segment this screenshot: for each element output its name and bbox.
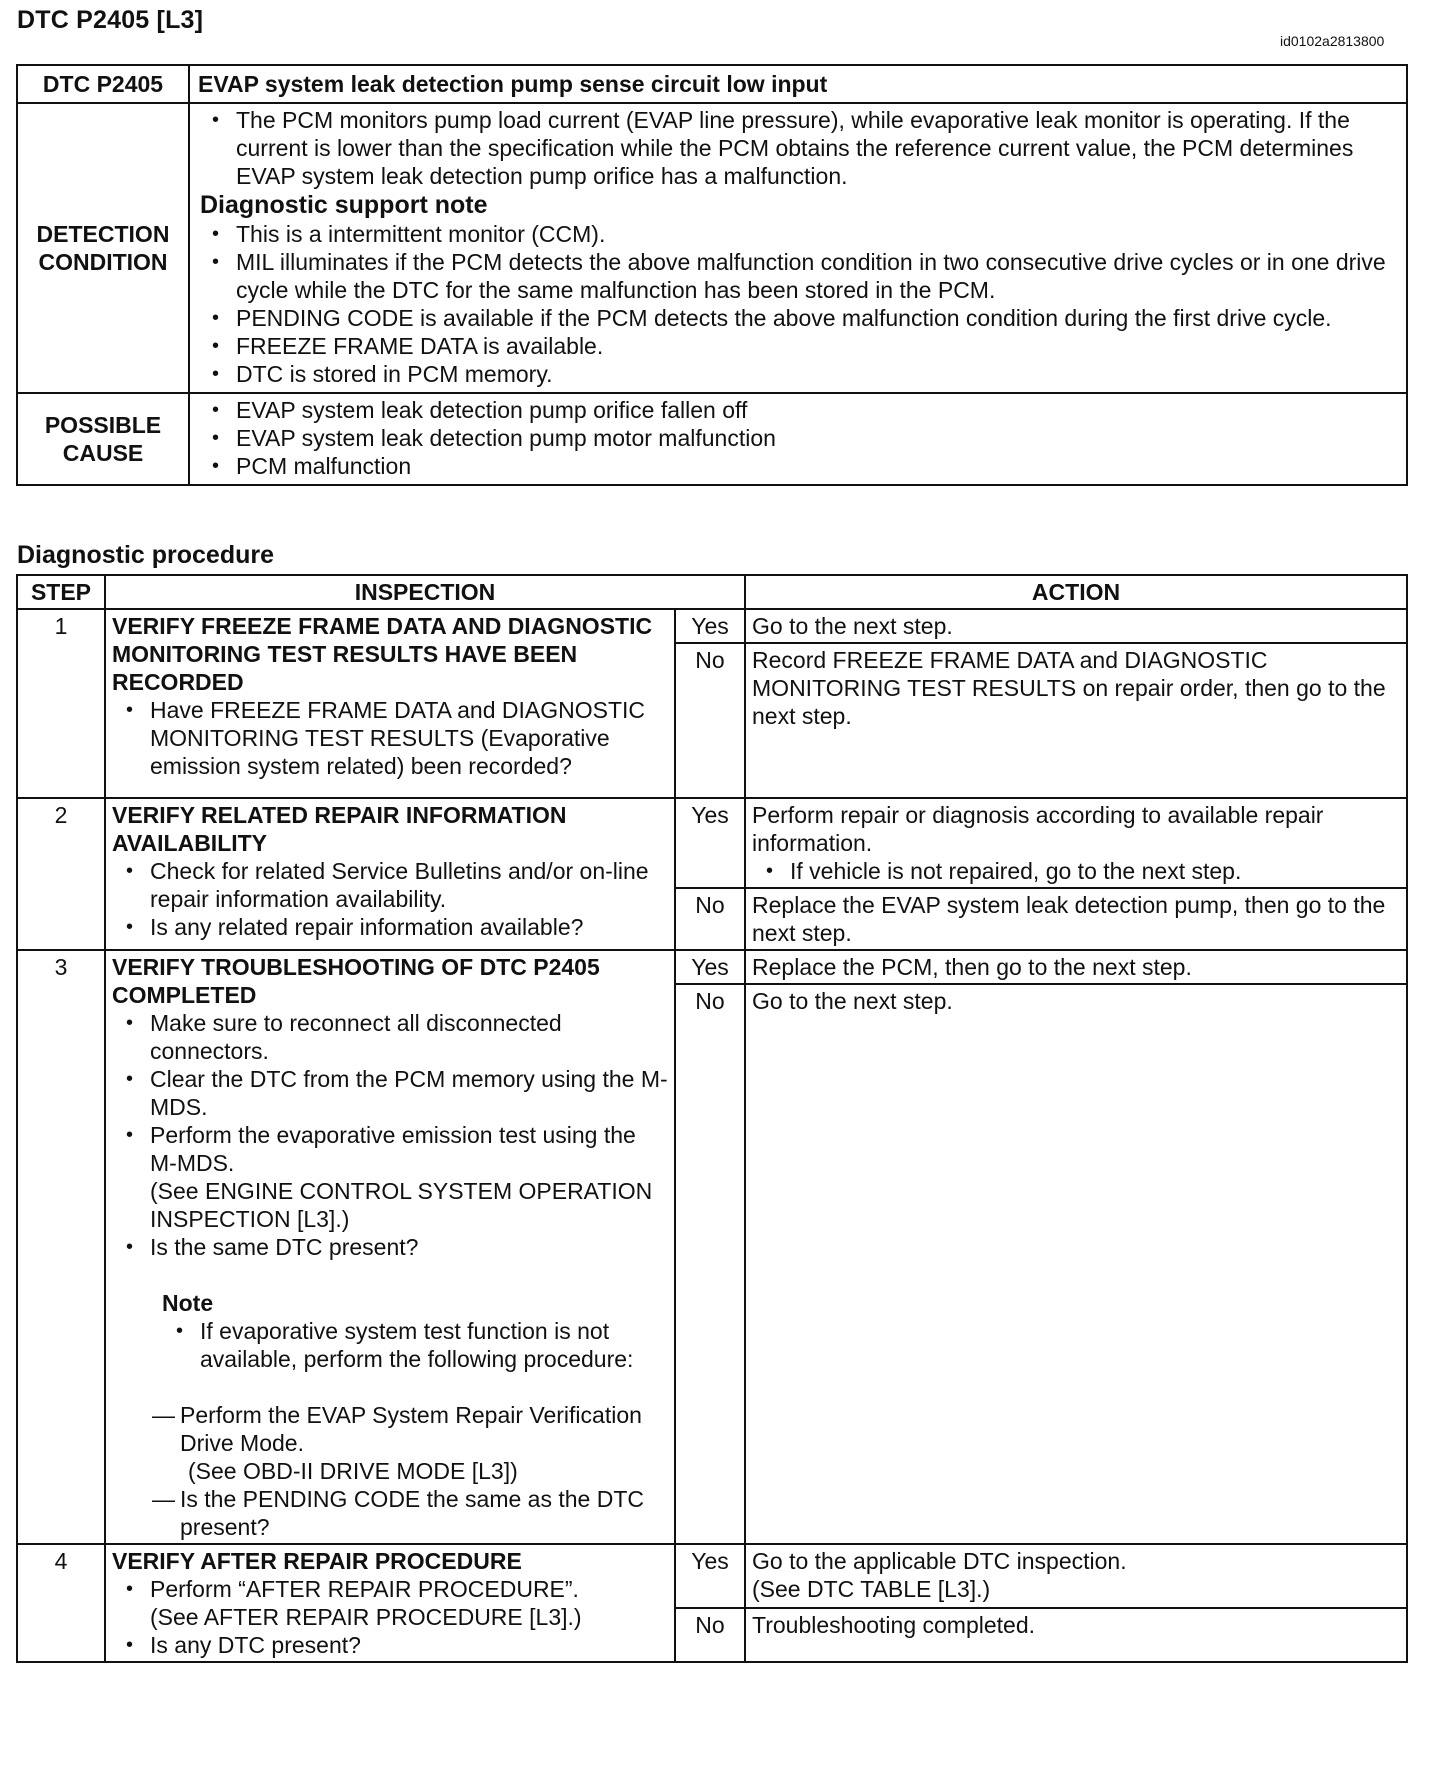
yes-action: Replace the PCM, then go to the next step.: [745, 950, 1407, 984]
list-item: • Is any DTC present?: [112, 1631, 668, 1659]
step-number: 1: [17, 609, 105, 798]
no-action: Record FREEZE FRAME DATA and DIAGNOSTIC MONITORING TEST RESULTS on repair order, then go to the next step.: [745, 643, 1407, 798]
yes-label: Yes: [675, 950, 745, 984]
inspection-cell: [105, 798, 675, 950]
inspection-title: VERIFY RELATED REPAIR INFORMATION AVAILABILITY: [112, 802, 567, 856]
possible-cause-row: [17, 393, 1407, 485]
note-label: Note: [162, 1290, 214, 1316]
table-row: [17, 1544, 1407, 1608]
no-label: No: [675, 888, 745, 950]
list-item: [112, 1575, 668, 1631]
detection-main-text: • The PCM monitors pump load current (EVAP line pressure), while evaporative leak monitor is operating. If the current is lower than the specification while the PCM obtains the reference current value, the PCM determines EVAP system leak detection pump orifice has a malfunction.: [198, 106, 1398, 190]
dtc-header-row: [17, 65, 1407, 103]
inspection-title: VERIFY TROUBLESHOOTING OF DTC P2405 COMPLETED: [112, 954, 600, 1008]
dash-item-text: Perform the EVAP System Repair Verification Drive Mode.: [180, 1402, 642, 1456]
inspection-title: VERIFY AFTER REPAIR PROCEDURE: [112, 1548, 522, 1574]
no-label: No: [675, 643, 745, 798]
list-item-text: Perform “AFTER REPAIR PROCEDURE”.: [150, 1576, 579, 1602]
yes-action-cell: [745, 798, 1407, 888]
list-item-text: Perform the evaporative emission test using the M-MDS.: [150, 1122, 636, 1176]
yes-action: Go to the applicable DTC inspection.: [752, 1548, 1127, 1574]
list-item: • DTC is stored in PCM memory.: [198, 360, 1398, 388]
inspection-cell: [105, 1544, 675, 1662]
inspection-cell: [105, 950, 675, 1544]
list-item: • FREEZE FRAME DATA is available.: [198, 332, 1398, 360]
see-reference: (See DTC TABLE [L3].): [752, 1576, 991, 1602]
list-item: • Clear the DTC from the PCM memory using the M-MDS.: [112, 1065, 668, 1121]
inspection-header: INSPECTION: [105, 575, 745, 609]
no-action: Go to the next step.: [745, 984, 1407, 1544]
list-item: • Is the same DTC present?: [112, 1233, 668, 1261]
list-item: • EVAP system leak detection pump motor malfunction: [198, 424, 1398, 452]
step-number: 4: [17, 1544, 105, 1662]
possible-cause-label: POSSIBLE CAUSE: [17, 393, 189, 485]
document-id: id0102a2813800: [1280, 33, 1385, 49]
list-item: • This is a intermittent monitor (CCM).: [198, 220, 1398, 248]
procedure-table: [16, 574, 1408, 1663]
no-action: Troubleshooting completed.: [745, 1608, 1407, 1662]
list-item: • If evaporative system test function is not available, perform the following procedure:: [162, 1317, 668, 1373]
list-item: • Make sure to reconnect all disconnected connectors.: [112, 1009, 668, 1065]
yes-action: Perform repair or diagnosis according to available repair information.: [752, 802, 1324, 856]
procedure-heading: Diagnostic procedure: [17, 541, 274, 569]
step-number: 2: [17, 798, 105, 950]
detection-condition-content: [189, 103, 1407, 393]
no-label: No: [675, 984, 745, 1544]
action-header: ACTION: [745, 575, 1407, 609]
list-item: [112, 1121, 668, 1233]
yes-label: Yes: [675, 798, 745, 888]
see-reference: (See ENGINE CONTROL SYSTEM OPERATION INSPECTION [L3].): [150, 1178, 653, 1232]
yes-action-cell: [745, 1544, 1407, 1608]
table-row: [17, 950, 1407, 984]
list-item: • If vehicle is not repaired, go to the next step.: [762, 857, 1400, 885]
list-item: • MIL illuminates if the PCM detects the above malfunction condition in two consecutive drive cycles or in one drive cycle while the DTC for the same malfunction has been stored in the PCM.: [198, 248, 1398, 304]
detection-condition-label: DETECTION CONDITION: [17, 103, 189, 393]
yes-action: Go to the next step.: [745, 609, 1407, 643]
possible-cause-content: [189, 393, 1407, 485]
no-label: No: [675, 1608, 745, 1662]
see-reference: (See AFTER REPAIR PROCEDURE [L3].): [150, 1604, 582, 1630]
inspection-title: VERIFY FREEZE FRAME DATA AND DIAGNOSTIC MONITORING TEST RESULTS HAVE BEEN RECORDED: [112, 613, 653, 695]
page-title: DTC P2405 [L3]: [17, 6, 204, 34]
table-row: [17, 609, 1407, 643]
list-item: • PENDING CODE is available if the PCM detects the above malfunction condition during the first drive cycle.: [198, 304, 1398, 332]
no-action: Replace the EVAP system leak detection pump, then go to the next step.: [745, 888, 1407, 950]
dtc-code: DTC P2405: [17, 65, 189, 103]
dtc-info-table: [16, 64, 1408, 486]
list-item: • PCM malfunction: [198, 452, 1398, 480]
list-item: • Have FREEZE FRAME DATA and DIAGNOSTIC MONITORING TEST RESULTS (Evaporative emission system related) been recorded?: [112, 696, 668, 780]
list-item: • EVAP system leak detection pump orifice fallen off: [198, 396, 1398, 424]
procedure-header-row: [17, 575, 1407, 609]
detection-condition-row: [17, 103, 1407, 393]
note-list: [112, 1317, 668, 1373]
dash-item: [112, 1401, 668, 1485]
inspection-cell: [105, 609, 675, 798]
see-reference: (See OBD-II DRIVE MODE [L3]): [188, 1458, 518, 1484]
support-note-title: Diagnostic support note: [200, 191, 488, 219]
list-item: • Check for related Service Bulletins and/or on-line repair information availability.: [112, 857, 668, 913]
step-number: 3: [17, 950, 105, 1544]
yes-label: Yes: [675, 609, 745, 643]
dtc-description: EVAP system leak detection pump sense circuit low input: [189, 65, 1407, 103]
step-header: STEP: [17, 575, 105, 609]
yes-label: Yes: [675, 1544, 745, 1608]
dash-item: — Is the PENDING CODE the same as the DTC present?: [112, 1485, 668, 1541]
table-row: [17, 798, 1407, 888]
support-note-list: [198, 220, 1398, 388]
list-item: • Is any related repair information available?: [112, 913, 668, 941]
